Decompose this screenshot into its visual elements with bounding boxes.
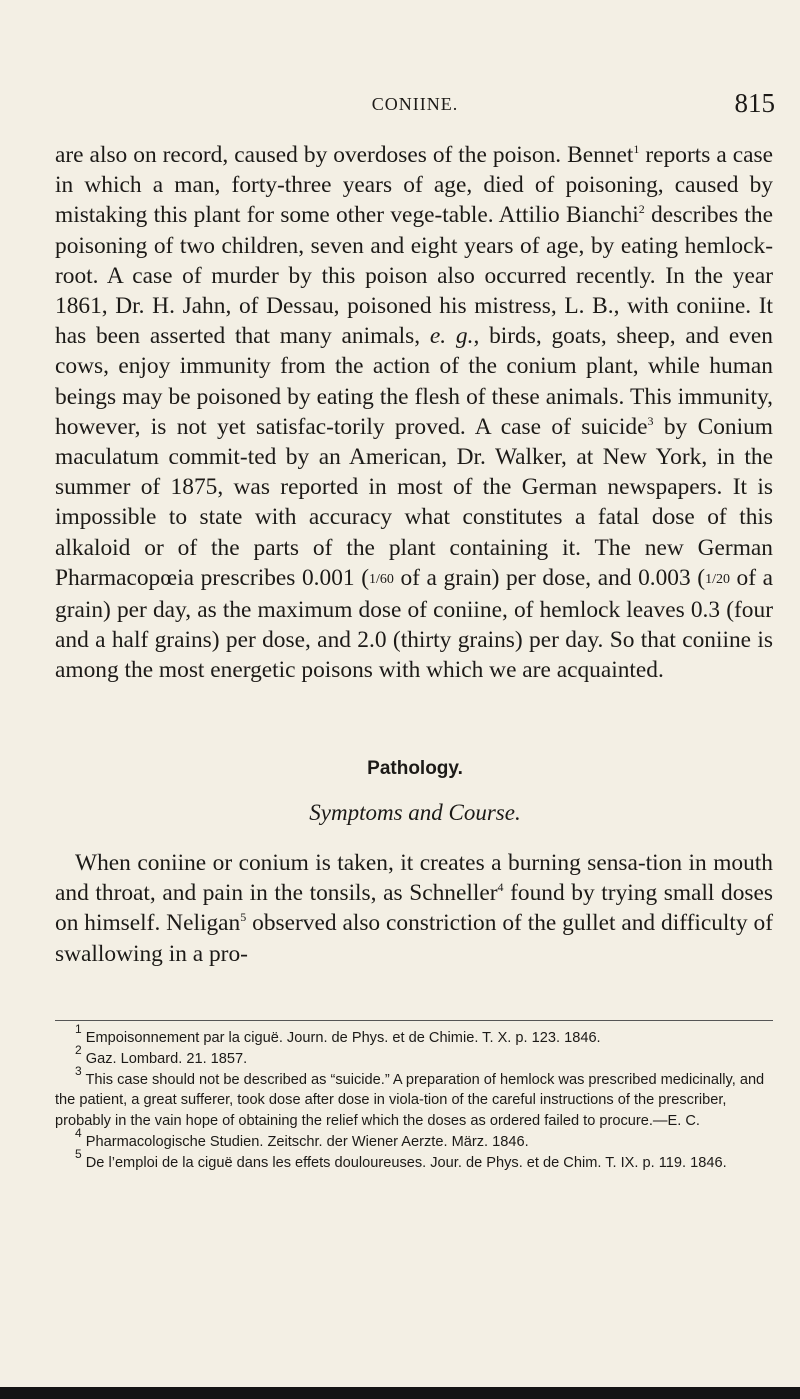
footnote-3: $^3$ This case should not be described as “suicide.” A preparation of hemlock was prescribed medicinally, and the patient, a great sufferer, took dose after dose in viola-tion of the careful instructions of the prescriber, probably in the vain hope of obtaining the relief which the doses as ordered failed to procure.—E. C. xyxy=(55,1063,765,1130)
page-header xyxy=(55,88,775,128)
subsection-heading-symptoms: Symptoms and Course. xyxy=(309,800,521,825)
scan-bottom-edge xyxy=(0,1387,800,1399)
page-number: 815 xyxy=(734,88,775,118)
footnote-1: $^1$ Empoisonnement par la ciguë. Journ. de Phys. et de Chimie. T. X. p. 123. 1846. xyxy=(75,1022,601,1046)
footnote-2: $^2$ Gaz. Lombard. 21. 1857. xyxy=(75,1042,248,1067)
body-text-section-1 xyxy=(55,140,773,686)
footnote-ref-4: 4 xyxy=(497,880,504,895)
footnote-divider xyxy=(55,1020,773,1021)
paragraph-2: When coniine or conium is taken, it creates a burning sensa-tion in mouth and throat, and pain in the tonsils, as Schneller$^4$ found by trying small doses on himself. Neligan$^5$ observed also constriction of the gullet and difficulty of swallowing in a pro- xyxy=(55,850,774,967)
footnote-ref-5: 5 xyxy=(240,910,247,925)
running-title: CONIINE. xyxy=(371,94,459,114)
body-text-section-2 xyxy=(55,848,773,969)
paragraph-1: are also on record, caused by overdoses of the poison. Bennet$^1$ reports a case in which a man, forty-three years of age, died of poisoning, caused by mistaking this plant for some other vege-table. Attilio Bianchi$^2$ describes the poisoning of two children, seven and eight years of age, by eating hemlock-root. A case of murder by this poison also occurred recently. In the year 1861, Dr. H. Jahn, of Dessau, poisoned his mistress, L. B., with coniine. It has been asserted that many animals, e. g., birds, goats, sheep, and even cows, enjoy immunity from the action of the conium plant, while human beings may be poisoned by eating the flesh of these animals. This immunity, however, is not yet satisfac-torily proved. A case of suicide$^3$ by Conium maculatum commit-ted by an American, Dr. Walker, at New York, in the summer of 1875, was reported in most of the German newspapers. It is impossible to state with accuracy what constitutes a fatal dose of this alkaloid or of the parts of the plant containing it. The new German Pharmacopœia prescribes 0.001 (1/60 of a grain) per dose, and 0.003 (1/20 of a grain) per day, as the maximum dose of coniine, of hemlock leaves 0.3 (four and a half grains) per dose, and 2.0 (thirty grains) per day. So that coniine is among the most energetic poisons with which we are acquainted. xyxy=(55,142,774,684)
footnote-ref-2: 2 xyxy=(638,202,645,217)
footnote-ref-1: 1 xyxy=(633,142,640,156)
footnote-4: $^4$ Pharmacologische Studien. Zeitschr. der Wiener Aerzte. März. 1846. xyxy=(75,1125,529,1150)
footnotes xyxy=(55,1022,775,1174)
fraction-one-sixtieth: 1/60 xyxy=(369,571,394,587)
fraction-one-twentieth: 1/20 xyxy=(705,571,730,587)
section-heading-pathology: Pathology. xyxy=(367,758,463,779)
footnote-5: $^5$ De l’emploi de la ciguë dans les effets douloureuses. Jour. de Phys. et de Chim. T. IX. p. 119. 1846. xyxy=(75,1146,727,1171)
footnote-ref-3: 3 xyxy=(647,413,654,428)
